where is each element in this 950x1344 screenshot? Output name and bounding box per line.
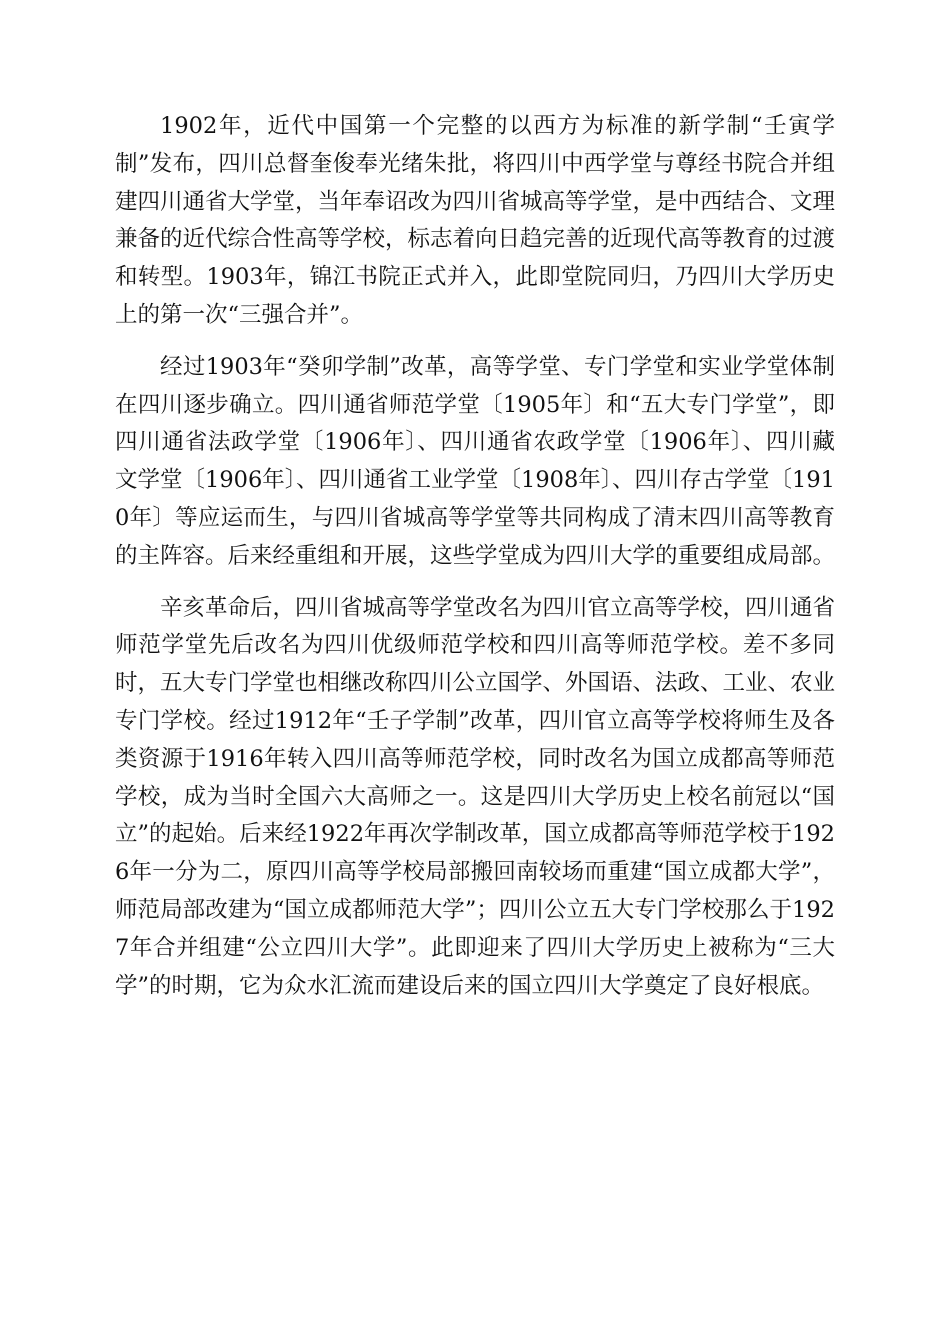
paragraph-1903-guimao: 经过1903年“癸卯学制”改革，高等学堂、专门学堂和实业学堂体制在四川逐步确立。四川通省师范学堂〔1905年〕和“五大专门学堂”，即四川通省法政学堂〔1906年〕、四川通省农政学堂〔1906年〕、四川藏文学堂〔1906年〕、四川通省工业学堂〔1908年〕、四川存古学堂〔1910年〕等应运而生，与四川省城高等学堂等共同构成了清末四川高等教育的主阵容。后来经重组和开展，这些学堂成为四川大学的重要组成局部。 [115,353,836,569]
paragraph-1902-renyin: 1902年，近代中国第一个完整的以西方为标准的新学制“壬寅学制”发布，四川总督奎俊奉光绪朱批，将四川中西学堂与尊经书院合并组建四川通省大学堂，当年奉诏改为四川省城高等学堂，是中西结合、文理兼备的近代综合性高等学校，标志着向日趋完善的近现代高等教育的过渡和转型。1903年，锦江书院正式并入，此即堂院同归，乃四川大学历史上的第一次“三强合并”。 [115,113,836,328]
document-body [115,108,835,1005]
paragraph-xinhai-revolution: 辛亥革命后，四川省城高等学堂改名为四川官立高等学校，四川通省师范学堂先后改名为四川优级师范学校和四川高等师范学校。差不多同时，五大专门学堂也相继改称四川公立国学、外国语、法政、工业、农业专门学校。经过1912年“壬子学制”改革，四川官立高等学校将师生及各类资源于1916年转入四川高等师范学校，同时改名为国立成都高等师范学校，成为当时全国六大高师之一。这是四川大学历史上校名前冠以“国立”的起始。后来经1922年再次学制改革，国立成都高等师范学校于1926年一分为二，原四川高等学校局部搬回南较场而重建“国立成都大学”，师范局部改建为“国立成都师范大学”；四川公立五大专门学校那么于1927年合并组建“公立四川大学”。此即迎来了四川大学历史上被称为“三大学”的时期，它为众水汇流而建设后来的国立四川大学奠定了良好根底。 [115,594,836,999]
